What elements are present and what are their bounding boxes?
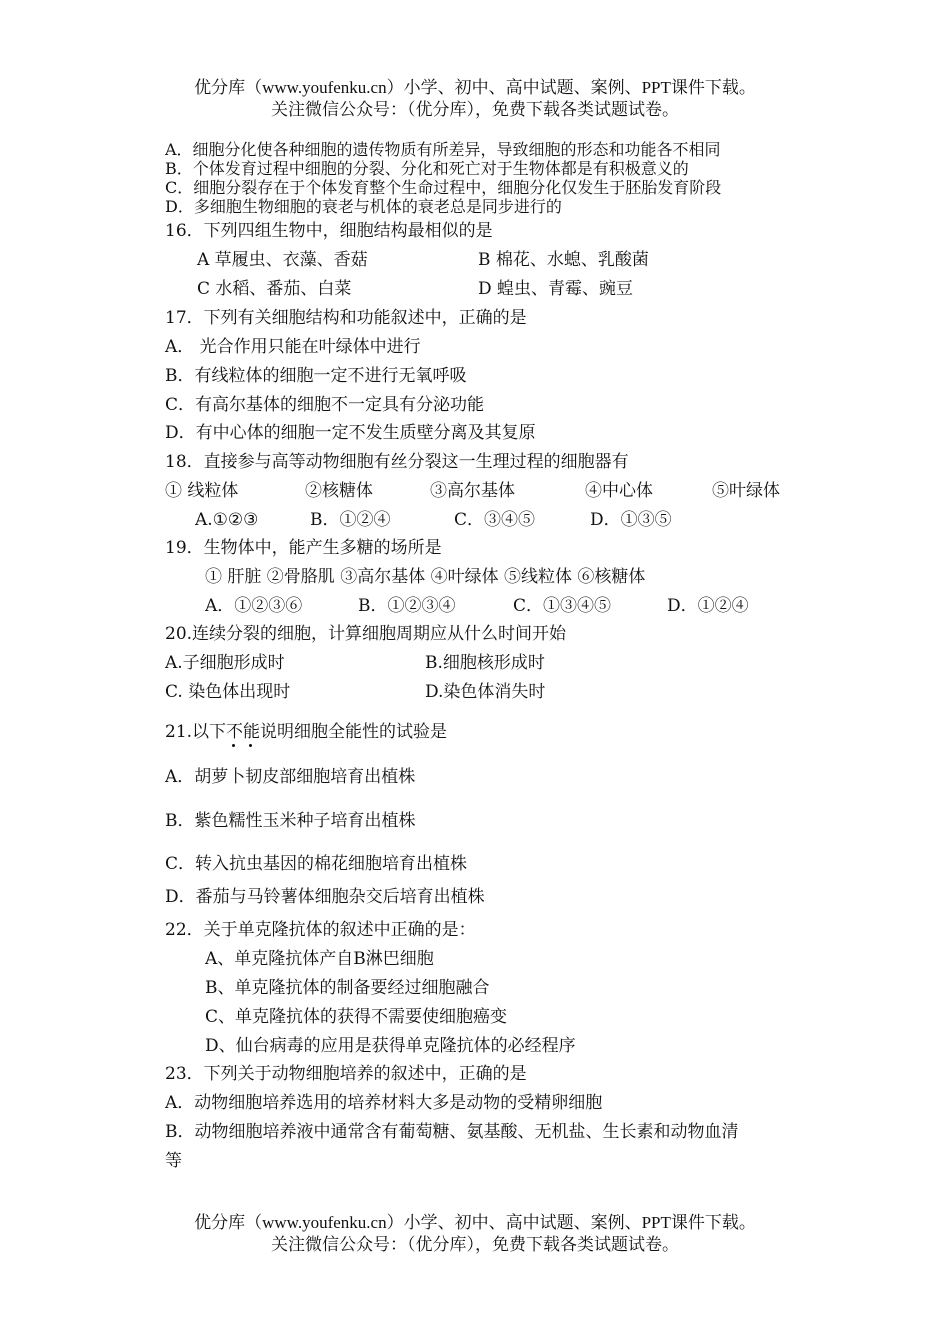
q20-option-c: C. 染色体出现时 xyxy=(165,682,291,702)
q22-option-b: B、单克隆抗体的制备要经过细胞融合 xyxy=(205,978,490,998)
header-line-2: 关注微信公众号：（优分库），免费下载各类试题试卷。 xyxy=(271,100,679,119)
q18-item-3: ③高尔基体 xyxy=(430,481,515,501)
q18-stem: 18．直接参与高等动物细胞有丝分裂这一生理过程的细胞器有 xyxy=(165,452,629,472)
q21-stem-suffix: 说明细胞全能性的试验是 xyxy=(260,722,448,742)
q17-option-b: B．有线粒体的细胞一定不进行无氧呼吸 xyxy=(165,366,467,386)
q18-item-1: ① 线粒体 xyxy=(165,481,239,501)
q20-option-b: B.细胞核形成时 xyxy=(425,653,545,673)
q17-option-c: C．有高尔基体的细胞不一定具有分泌功能 xyxy=(165,395,485,415)
q19-items: ① 肝脏 ②骨胳肌 ③高尔基体 ④叶绿体 ⑤线粒体 ⑥核糖体 xyxy=(205,567,646,587)
q17-option-d: D．有中心体的细胞一定不发生质壁分离及其复原 xyxy=(165,423,536,443)
q18-item-5: ⑤叶绿体 xyxy=(712,481,780,501)
q18-item-4: ④中心体 xyxy=(585,481,653,501)
q23-option-b-line-2: 等 xyxy=(165,1151,182,1171)
q17-stem: 17．下列有关细胞结构和功能叙述中，正确的是 xyxy=(165,308,527,328)
q18-option-b: B．①②④ xyxy=(310,510,391,530)
q21-option-c: C．转入抗虫基因的棉花细胞培育出植株 xyxy=(165,854,468,874)
q20-option-d: D.染色体消失时 xyxy=(425,682,546,702)
q19-option-d: D．①②④ xyxy=(667,596,749,616)
q18-option-a: A.①②③ xyxy=(195,510,259,530)
q23-option-a: A．动物细胞培养选用的培养材料大多是动物的受精卵细胞 xyxy=(165,1093,603,1113)
emphasis-dot xyxy=(232,744,235,747)
q18-item-2: ②核糖体 xyxy=(305,481,373,501)
q21-stem-emphasis-text: 不能 xyxy=(226,722,261,742)
q21-stem xyxy=(165,722,447,742)
q22-option-c: C、单克隆抗体的获得不需要使细胞癌变 xyxy=(205,1007,508,1027)
q19-option-b: B．①②③④ xyxy=(358,596,456,616)
q21-option-a: A．胡萝卜韧皮部细胞培育出植株 xyxy=(165,767,416,787)
q23-stem: 23．下列关于动物细胞培养的叙述中，正确的是 xyxy=(165,1064,527,1084)
q21-stem-prefix: 21.以下 xyxy=(165,722,227,742)
q16-option-c: C 水稻、番茄、白菜 xyxy=(197,279,352,299)
q19-option-c: C．①③④⑤ xyxy=(513,596,612,616)
q16-stem: 16．下列四组生物中，细胞结构最相似的是 xyxy=(165,221,493,241)
q16-option-b: B 棉花、水螅、乳酸菌 xyxy=(478,250,649,270)
q22-option-a: A、单克隆抗体产自B淋巴细胞 xyxy=(205,949,434,969)
emphasis-dot xyxy=(249,744,252,747)
q16-option-d: D 蝗虫、青霉、豌豆 xyxy=(478,279,634,299)
header-line-1: 优分库（www.youfenku.cn）小学、初中、高中试题、案例、PPT课件下载。 xyxy=(194,78,756,97)
q15-option-d: D．多细胞生物细胞的衰老与机体的衰老总是同步进行的 xyxy=(165,197,562,216)
q15-option-b: B．个体发育过程中细胞的分裂、分化和死亡对于生物体都是有积极意义的 xyxy=(165,159,689,178)
footer-line-2: 关注微信公众号：（优分库），免费下载各类试题试卷。 xyxy=(271,1235,679,1254)
q21-option-d: D．番茄与马铃薯体细胞杂交后培育出植株 xyxy=(165,887,485,907)
q20-stem: 20.连续分裂的细胞，计算细胞周期应从什么时间开始 xyxy=(165,624,567,644)
q15-option-a: A．细胞分化使各种细胞的遗传物质有所差异，导致细胞的形态和功能各不相同 xyxy=(165,140,721,159)
q22-stem: 22．关于单克隆抗体的叙述中正确的是： xyxy=(165,920,476,940)
q16-option-a: A 草履虫、衣藻、香菇 xyxy=(197,250,368,270)
q18-option-c: C．③④⑤ xyxy=(454,510,536,530)
footer-line-1: 优分库（www.youfenku.cn）小学、初中、高中试题、案例、PPT课件下载。 xyxy=(194,1213,756,1232)
q17-option-a: A． 光合作用只能在叶绿体中进行 xyxy=(165,337,421,357)
q21-stem-emphasis xyxy=(226,722,260,742)
q18-option-d: D．①③⑤ xyxy=(590,510,672,530)
q19-option-a: A．①②③⑥ xyxy=(205,596,303,616)
q20-option-a: A.子细胞形成时 xyxy=(165,653,285,673)
q15-option-c: C．细胞分裂存在于个体发育整个生命过程中，细胞分化仅发生于胚胎发育阶段 xyxy=(165,178,722,197)
q23-option-b-line-1: B．动物细胞培养液中通常含有葡萄糖、氨基酸、无机盐、生长素和动物血清 xyxy=(165,1122,739,1142)
q19-stem: 19．生物体中，能产生多糖的场所是 xyxy=(165,538,442,558)
q22-option-d: D、仙台病毒的应用是获得单克隆抗体的必经程序 xyxy=(205,1036,576,1056)
q21-option-b: B．紫色糯性玉米种子培育出植株 xyxy=(165,811,416,831)
